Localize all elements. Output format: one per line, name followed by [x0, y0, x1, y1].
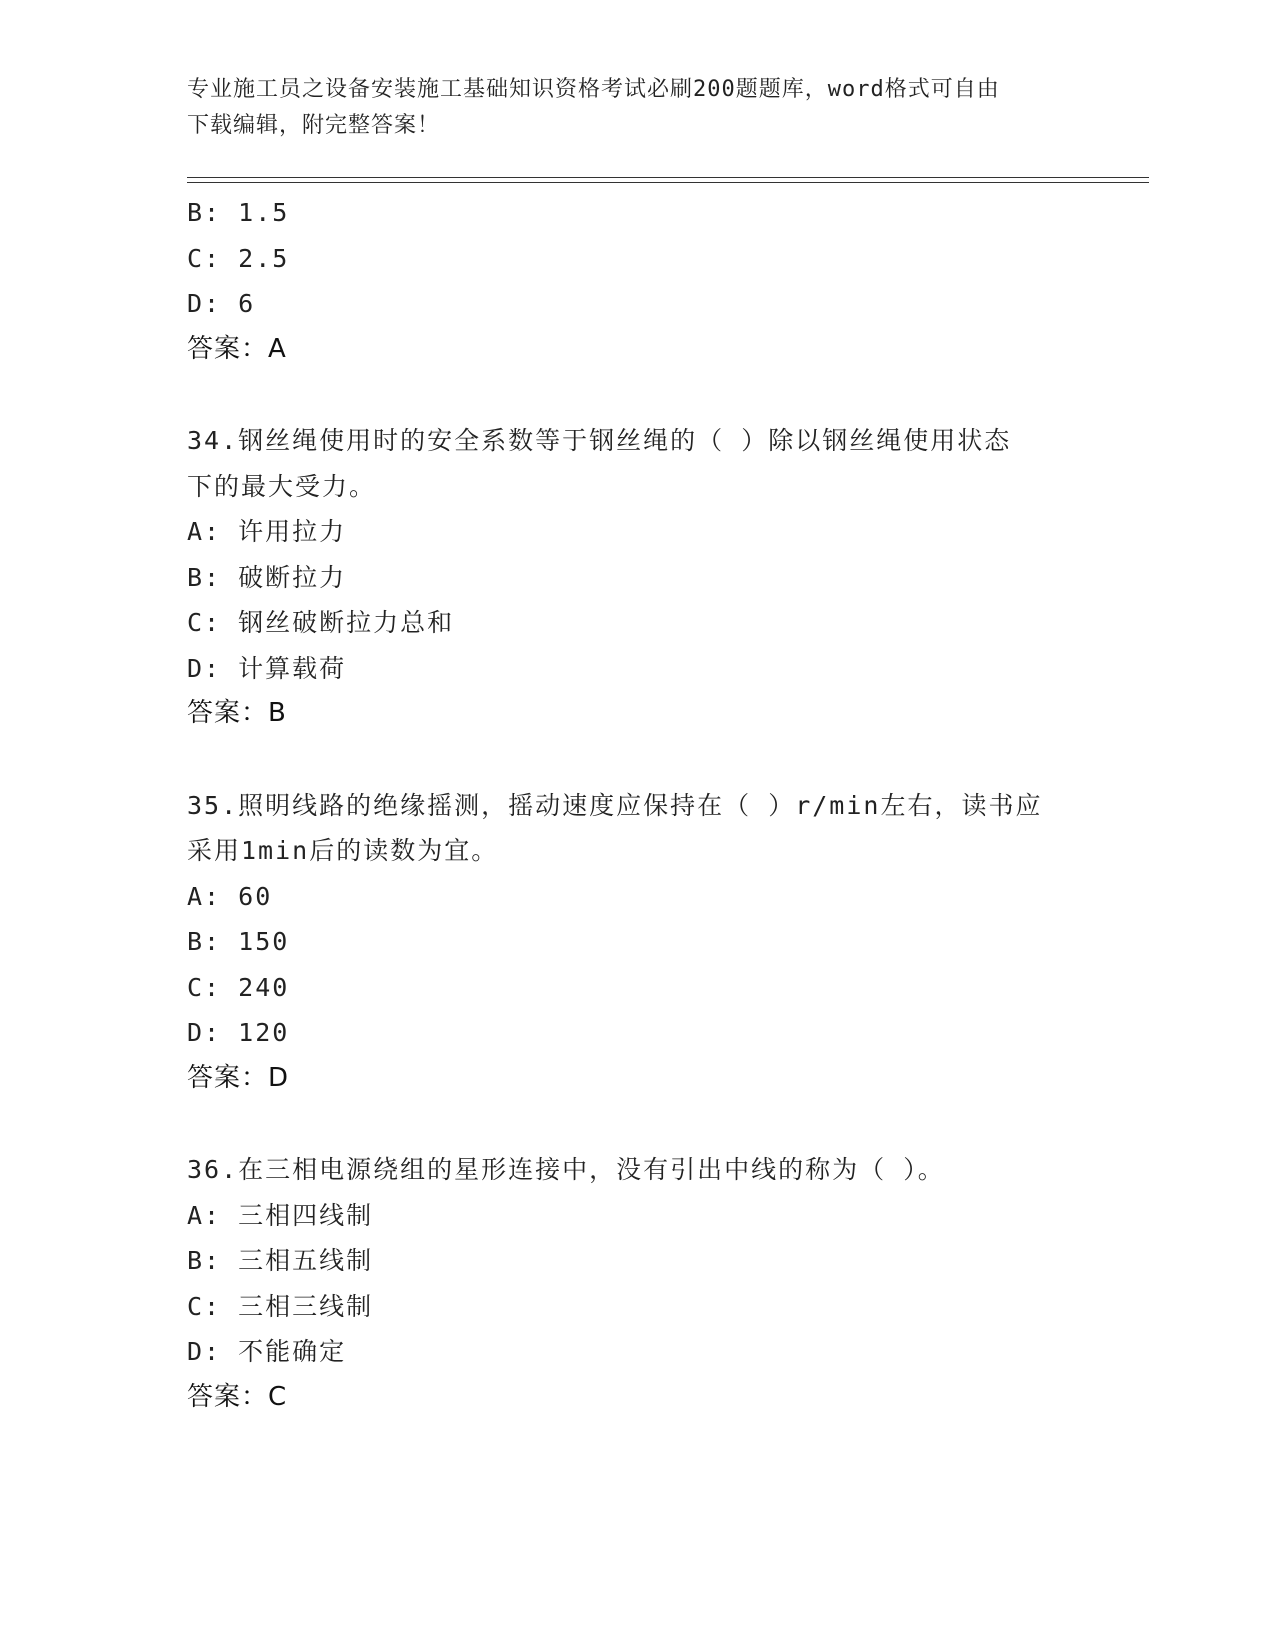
option-c: C: 2.5	[187, 243, 290, 273]
spacer	[187, 737, 1087, 783]
option-b: B: 150	[187, 927, 290, 956]
option-d: D: 120	[187, 1018, 290, 1047]
option-b: B: 1.5	[187, 198, 290, 227]
header-line-1: 专业施工员之设备安装施工基础知识资格考试必刷200题题库，word格式可自由	[187, 77, 1000, 102]
header-divider-top	[187, 177, 1149, 178]
question-list	[187, 190, 1087, 1420]
option-c: C: 240	[187, 972, 290, 1002]
question-block-35	[187, 783, 1087, 1102]
option-b: B: 破断拉力	[187, 562, 347, 592]
question-text-line: 34.钢丝绳使用时的安全系数等于钢丝绳的（ ）除以钢丝绳使用状态	[187, 426, 1012, 455]
spacer	[187, 1101, 1087, 1147]
option-c: C: 三相三线制	[187, 1291, 374, 1321]
option-b: B: 三相五线制	[187, 1246, 374, 1275]
option-d: D: 计算载荷	[187, 653, 347, 683]
question-text-line: 采用1min后的读数为宜。	[187, 836, 499, 865]
option-a: A: 60	[187, 881, 273, 911]
option-d: D: 不能确定	[187, 1337, 347, 1366]
question-block-34	[187, 418, 1087, 737]
spacer	[187, 372, 1087, 418]
option-a: A: 许用拉力	[187, 517, 347, 546]
answer-line: 答案：D	[187, 1062, 290, 1093]
answer-line: 答案：A	[187, 333, 287, 364]
answer-line: 答案：B	[187, 698, 287, 728]
document-header	[187, 72, 1067, 144]
option-c: C: 钢丝破断拉力总和	[187, 608, 455, 637]
question-block-36	[187, 1147, 1087, 1420]
question-text-line: 36.在三相电源绕组的星形连接中，没有引出中线的称为（ ）。	[187, 1155, 945, 1184]
question-text-line: 35.照明线路的绝缘摇测，摇动速度应保持在（ ）r/min左右，读书应	[187, 790, 1043, 820]
question-text-line: 下的最大受力。	[187, 471, 377, 501]
question-block-continued	[187, 190, 1087, 372]
header-divider-bottom	[187, 182, 1149, 183]
option-a: A: 三相四线制	[187, 1200, 374, 1230]
header-line-2: 下载编辑，附完整答案！	[187, 113, 441, 138]
answer-line: 答案：C	[187, 1381, 288, 1412]
option-d: D: 6	[187, 289, 256, 318]
